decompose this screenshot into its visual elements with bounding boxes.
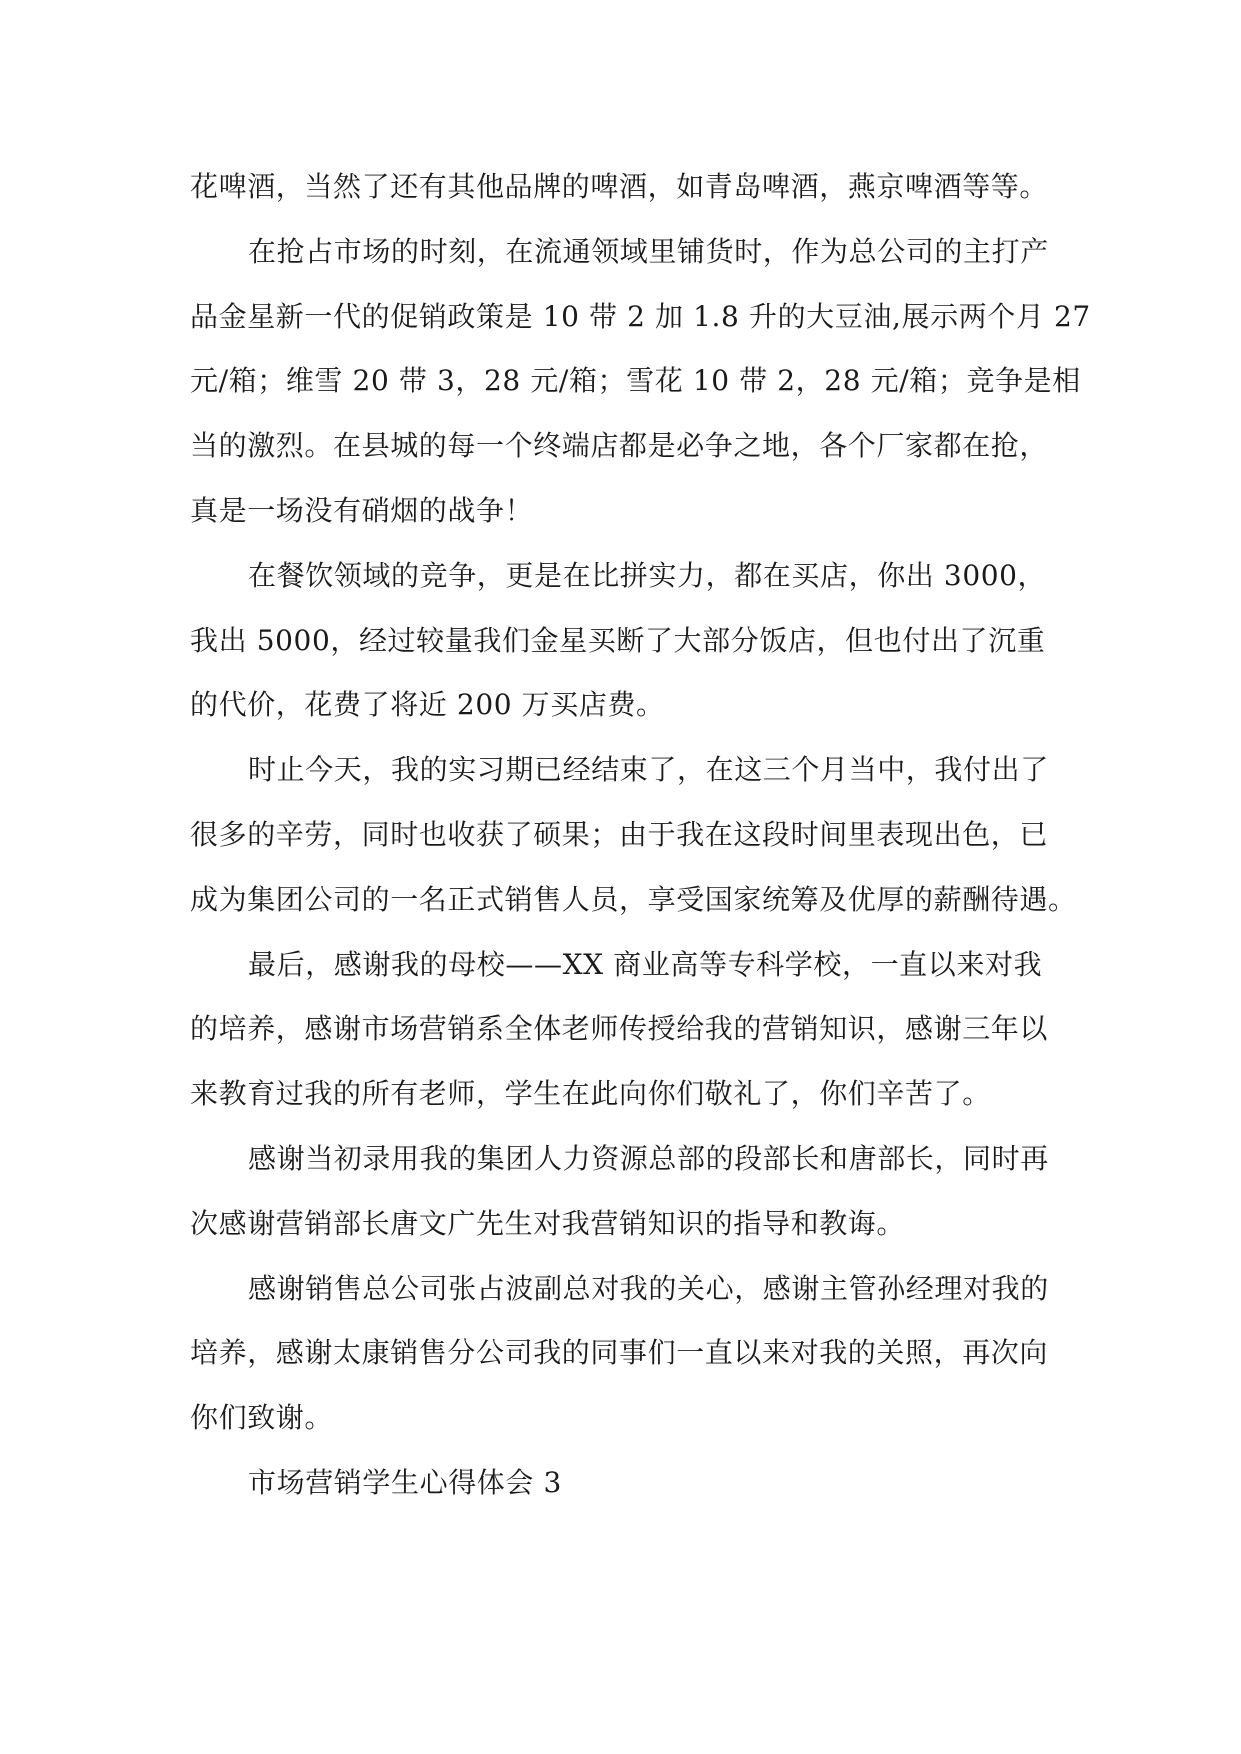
text-line: 元/箱；维雪 20 带 3，28 元/箱；雪花 10 带 2，28 元/箱；竞争是相 [190,364,1081,398]
text-line: 感谢当初录用我的集团人力资源总部的段部长和唐部长，同时再 [248,1141,1049,1175]
text-line: 很多的辛劳，同时也收获了硕果；由于我在这段时间里表现出色，已 [190,817,1049,851]
text-line: 在抢占市场的时刻，在流通领域里铺货时，作为总公司的主打产 [248,234,1049,268]
text-line: 真是一场没有硝烟的战争！ [190,493,534,527]
text-line: 我出 5000，经过较量我们金星买断了大部分饭店，但也付出了沉重 [190,623,1046,657]
text-line: 在餐饮领域的竞争，更是在比拼实力，都在买店，你出 3000， [248,558,1047,592]
text-line: 品金星新一代的促销政策是 10 带 2 加 1.8 升的大豆油,展示两个月 27 [190,299,1091,333]
text-line: 来教育过我的所有老师，学生在此向你们敬礼了，你们辛苦了。 [190,1077,991,1111]
text-line: 次感谢营销部长唐文广先生对我营销知识的指导和教诲。 [190,1206,906,1240]
text-line: 培养，感谢太康销售分公司我的同事们一直以来对我的关照，再次向 [190,1336,1049,1370]
text-line: 你们致谢。 [190,1401,334,1435]
section-heading: 市场营销学生心得体会 3 [248,1465,562,1499]
text-line: 的代价，花费了将近 200 万买店费。 [190,688,665,722]
text-line: 感谢销售总公司张占波副总对我的关心，感谢主管孙经理对我的 [248,1271,1049,1305]
text-line: 成为集团公司的一名正式销售人员，享受国家统筹及优厚的薪酬待遇。 [190,882,1077,916]
text-line: 的培养，感谢市场营销系全体老师传授给我的营销知识，感谢三年以 [190,1012,1049,1046]
text-line: 最后，感谢我的母校——XX 商业高等专科学校，一直以来对我 [248,947,1043,981]
text-line: 时止今天，我的实习期已经结束了，在这三个月当中，我付出了 [248,753,1049,787]
document-body [190,155,1091,1516]
text-line: 当的激烈。在县城的每一个终端店都是必争之地，各个厂家都在抢， [190,429,1049,463]
text-line: 花啤酒，当然了还有其他品牌的啤酒，如青岛啤酒，燕京啤酒等等。 [190,170,1049,203]
